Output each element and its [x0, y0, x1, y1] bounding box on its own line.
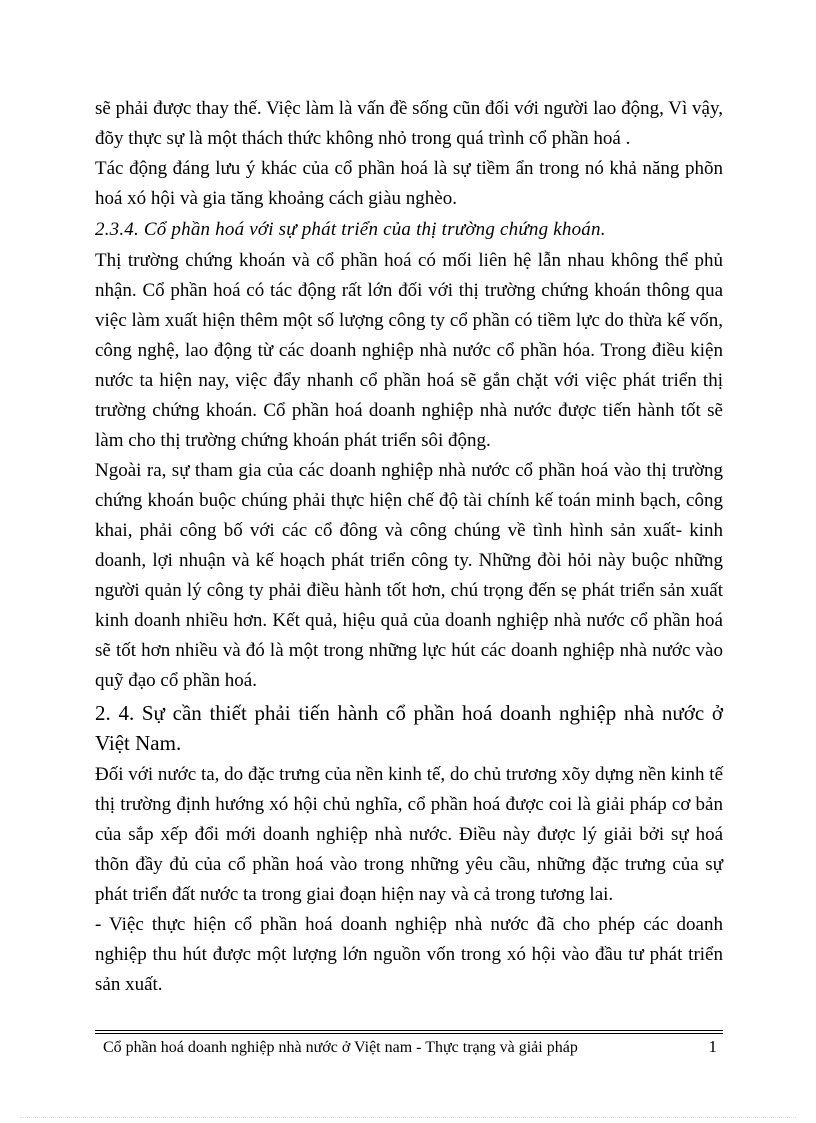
- subheading-2-3-4: 2.3.4. Cổ phần hoá với sự phát triển của thị trường chứng khoán.: [95, 219, 606, 240]
- page-number: 1: [708, 1037, 717, 1056]
- footer-rule-top: [95, 1030, 723, 1031]
- footer-row: [95, 1034, 723, 1059]
- paragraph-1: sẽ phải được thay thế. Việc làm là vấn đề sống cũn đối với người lao động, Vì vậy, đõy thực sự là một thách thức không nhỏ trong quá trình cổ phần hoá .: [95, 98, 723, 149]
- document-body: [95, 90, 723, 1000]
- footer-title: Cổ phần hoá doanh nghiệp nhà nước ở Việt nam - Thực trạng và giải pháp: [103, 1039, 578, 1056]
- page-footer: [95, 1030, 723, 1059]
- paragraph-3: Thị trường chứng khoán và cổ phần hoá có mối liên hệ lẫn nhau không thể phủ nhận. Cổ phần hoá có tác động rất lớn đối với thị trường chứng khoán thông qua việc làm xuất hiện thêm một số lượng công ty cổ phần có tiềm lực do thừa kế vốn, công nghệ, lao động từ các doanh nghiệp nhà nước cổ phần hóa. Trong điều kiện nước ta hiện nay, việc đẩy nhanh cổ phần hoá sẽ gắn chặt với việc phát triển thị trường chứng khoán. Cổ phần hoá doanh nghiệp nhà nước được tiến hành tốt sẽ làm cho thị trường chứng khoán phát triển sôi động.: [95, 250, 723, 451]
- paragraph-4: Ngoài ra, sự tham gia của các doanh nghiệp nhà nước cổ phần hoá vào thị trường chứng khoán buộc chúng phải thực hiện chế độ tài chính kế toán minh bạch, công khai, phải công bố với các cổ đông và công chúng về tình hình sản xuất- kinh doanh, lợi nhuận và kế hoạch phát triển công ty. Những đòi hỏi này buộc những người quản lý công ty phải điều hành tốt hơn, chú trọng đến sẹ phát triển sản xuất kinh doanh nhiều hơn. Kết quả, hiệu quả của doanh nghiệp nhà nước cổ phần hoá sẽ tốt hơn nhiều và đó là một trong những lực hút các doanh nghiệp nhà nước vào quỹ đạo cổ phần hoá.: [95, 460, 723, 691]
- paragraph-2: Tác động đáng lưu ý khác của cổ phần hoá là sự tiềm ẩn trong nó khả năng phõn hoá xó hội và gia tăng khoảng cách giàu nghèo.: [95, 158, 723, 209]
- section-heading-2-4: 2. 4. Sự cần thiết phải tiến hành cổ phần hoá doanh nghiệp nhà nước ở Việt Nam.: [95, 701, 723, 755]
- paragraph-6: - Việc thực hiện cổ phần hoá doanh nghiệp nhà nước đã cho phép các doanh nghiệp thu hút được một lượng lớn nguồn vốn trong xó hội vào đầu tư phát triển sản xuất.: [95, 914, 723, 995]
- page-edge-divider: [20, 1117, 796, 1118]
- paragraph-5: Đối với nước ta, do đặc trưng của nền kinh tế, do chủ trương xõy dựng nền kinh tế thị trường định hướng xó hội chủ nghĩa, cổ phần hoá được coi là giải pháp cơ bản của sắp xếp đổi mới doanh nghiệp nhà nước. Điều này được lý giải bởi sự hoá thõn đầy đủ của cổ phần hoá vào trong những yêu cầu, những đặc trưng của sự phát triển đất nước ta trong giai đoạn hiện nay và cả trong tương lai.: [95, 764, 723, 905]
